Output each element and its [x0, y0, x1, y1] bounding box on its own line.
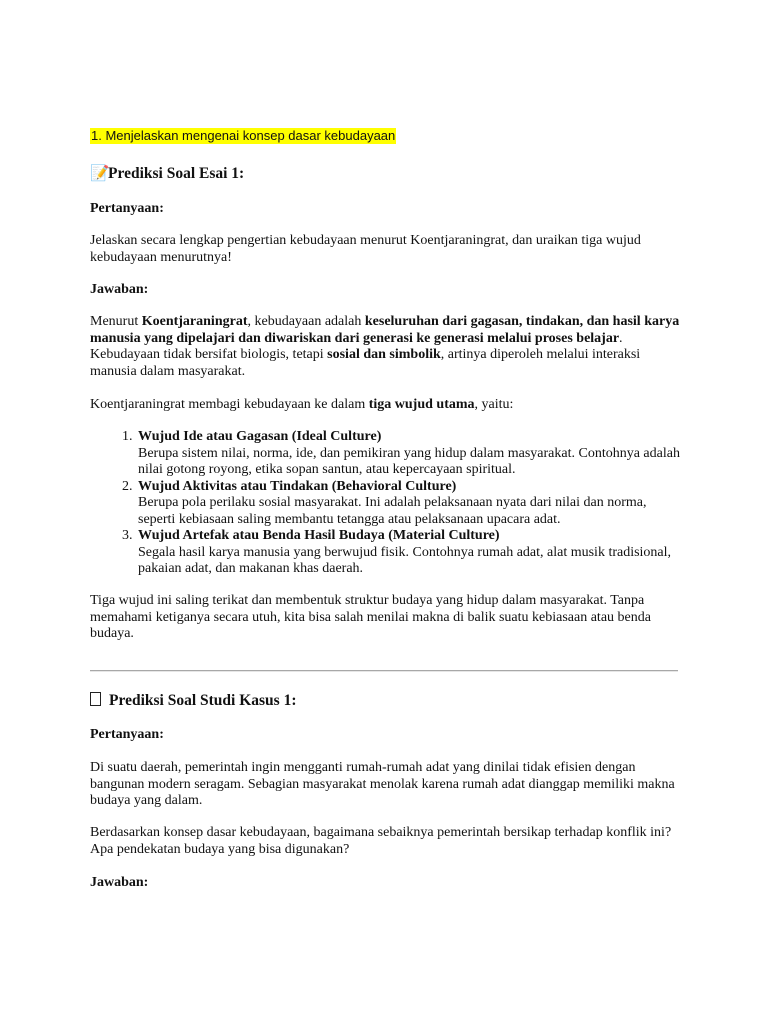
topic-heading-highlighted: 1. Menjelaskan mengenai konsep dasar kebudayaan — [91, 128, 396, 143]
section1-conclusion: Tiga wujud ini saling terikat dan membentuk struktur budaya yang hidup dalam masyarakat. Tanpa memahami ketiganya secara utuh, kita bisa salah menilai makna di balik suatu kebiasaan atau benda budaya. — [90, 593, 651, 641]
section2-title — [90, 691, 297, 711]
horizontal-divider — [90, 670, 678, 672]
section2-question-paragraph-2: Berdasarkan konsep dasar kebudayaan, bagaimana sebaiknya pemerintah bersikap terhadap konflik ini? Apa pendekatan budaya yang bisa digunakan? — [90, 825, 672, 857]
bold-span: sosial dan simbolik — [327, 347, 441, 362]
bold-span: Koentjaraningrat — [141, 314, 248, 329]
section1-question-text: Jelaskan secara lengkap pengertian kebudayaan menurut Koentjaraningrat, dan uraikan tiga wujud kebudayaan menurutnya! — [90, 233, 641, 265]
list-item-title: Wujud Artefak atau Benda Hasil Budaya (Material Culture) — [138, 528, 500, 543]
list-item — [136, 528, 680, 578]
section1-answer-label: Jawaban: — [90, 282, 149, 297]
list-item-title: Wujud Aktivitas atau Tindakan (Behavioral Culture) — [138, 478, 457, 494]
list-item — [136, 479, 680, 529]
text-span: , yaitu: — [474, 397, 514, 412]
text-span: Koentjaraningrat membagi kebudayaan ke dalam — [90, 397, 369, 412]
text-span: , kebudayaan adalah — [247, 314, 365, 329]
section2-question-label: Pertanyaan: — [90, 727, 164, 742]
text-span: . Kebudayaan tidak bersifat biologis, tetapi — [90, 330, 623, 362]
text-span: , artinya diperoleh melalui interaksi manusia dalam masyarakat. — [90, 347, 641, 379]
section2-answer-label: Jawaban: — [90, 875, 149, 890]
bold-span: keseluruhan dari gagasan, tindakan, dan hasil karya manusia yang dipelajari dan diwariskan dari generasi ke generasi melalui proses belajar — [90, 314, 680, 346]
section1-answer-paragraph-1 — [90, 314, 680, 380]
text-span: Menurut — [90, 314, 142, 329]
list-item-desc: Berupa sistem nilai, norma, ide, dan pemikiran yang hidup dalam masyarakat. Contohnya adalah nilai gotong royong, etika sopan santun, atau kepercayaan spiritual. — [138, 445, 680, 477]
list-item-desc: Segala hasil karya manusia yang berwujud fisik. Contohnya rumah adat, alat musik tradisional, pakaian adat, dan makanan khas daerah. — [138, 544, 672, 576]
section1-title-text: Prediksi Soal Esai 1: — [108, 165, 245, 182]
list-item-title: Wujud Ide atau Gagasan (Ideal Culture) — [138, 429, 382, 444]
section2-question-paragraph-1: Di suatu daerah, pemerintah ingin mengganti rumah-rumah adat yang dinilai tidak efisien dengan bangunan modern seragam. Sebagian masyarakat menolak karena rumah adat dianggap memiliki makna budaya yang dalam. — [90, 760, 675, 808]
memo-writing-icon: 📝 — [90, 165, 110, 182]
section1-title — [90, 164, 244, 184]
missing-glyph-box-icon — [90, 692, 101, 706]
section1-question-label: Pertanyaan: — [90, 201, 164, 216]
bold-span: tiga wujud utama — [368, 397, 475, 412]
culture-forms-list — [90, 429, 680, 578]
list-item — [136, 429, 680, 479]
section1-answer-paragraph-2 — [90, 397, 680, 414]
list-item-desc: Berupa pola perilaku sosial masyarakat. Ini adalah pelaksanaan nyata dari nilai dan norma, seperti kebiasaan saling membantu tetangga atau pelaksanaan upacara adat. — [138, 495, 647, 527]
section2-title-text: Prediksi Soal Studi Kasus 1: — [109, 692, 297, 709]
